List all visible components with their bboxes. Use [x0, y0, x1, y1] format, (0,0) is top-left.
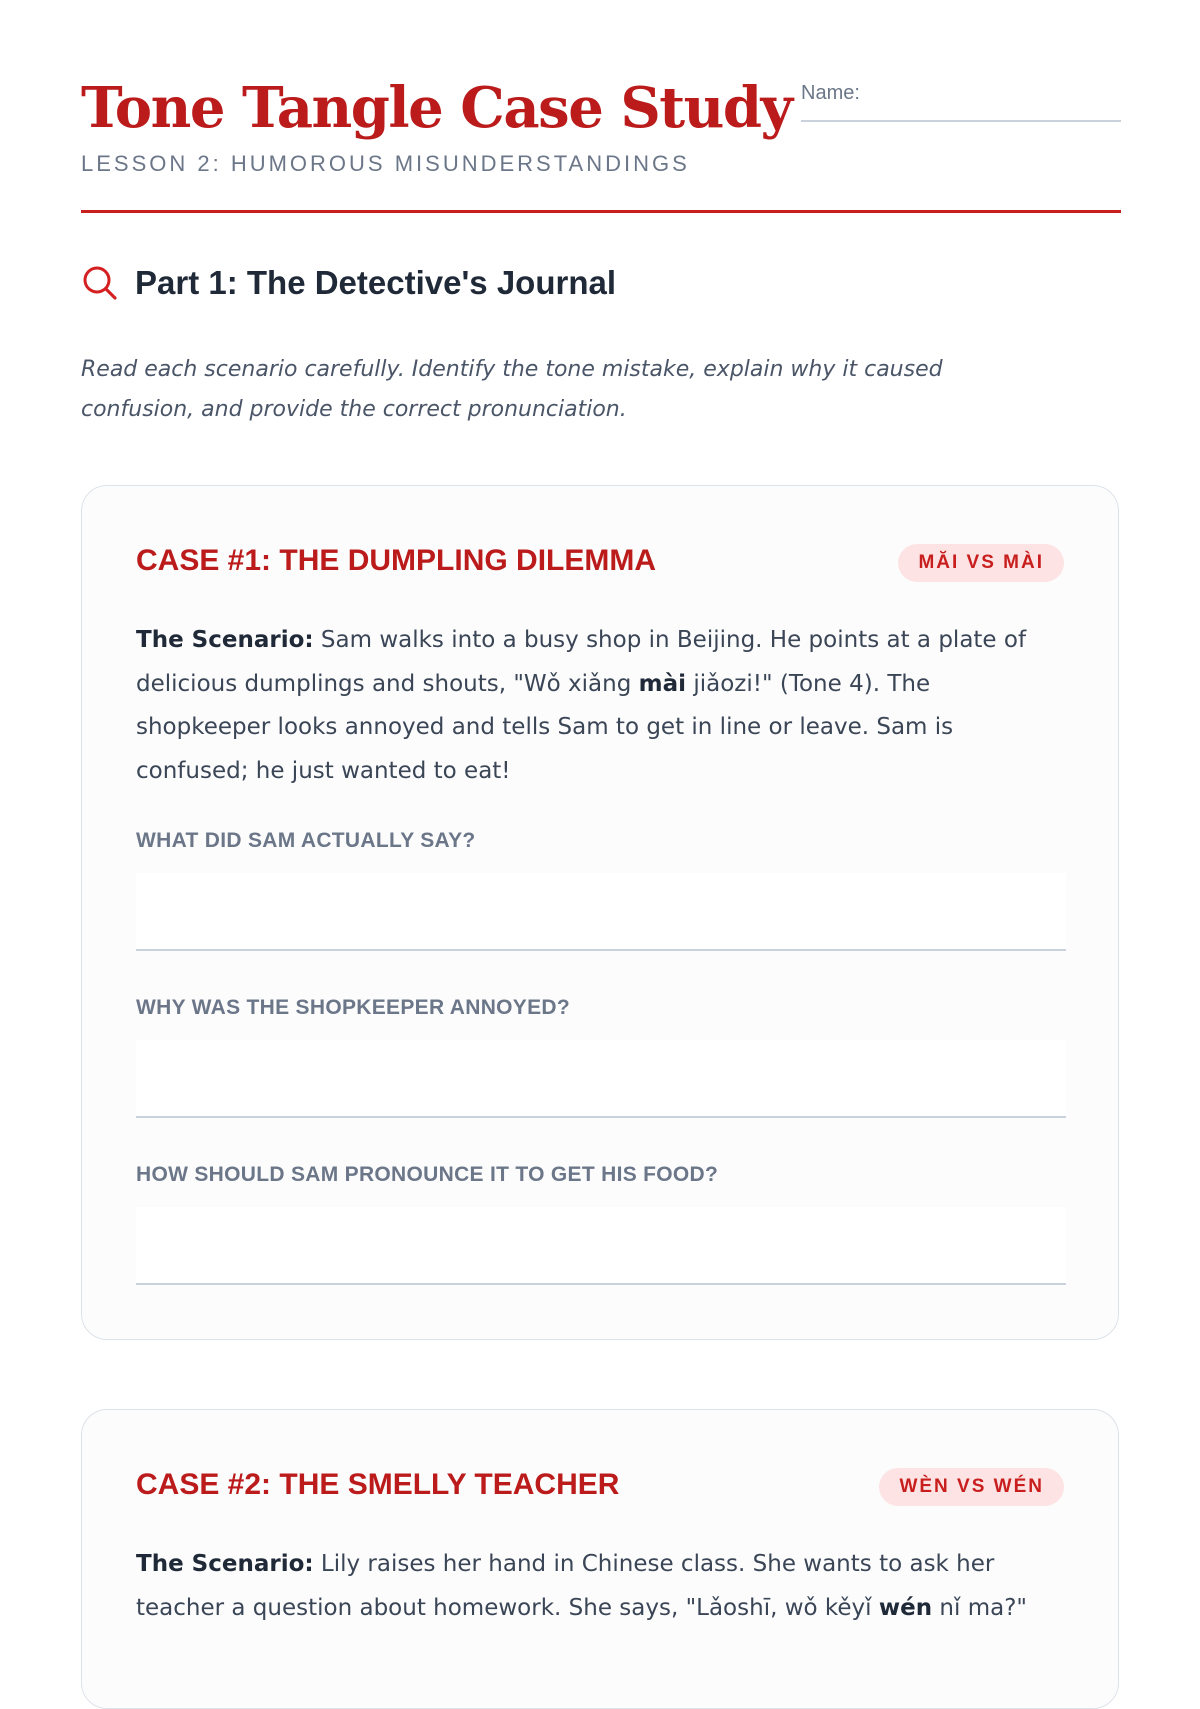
part-title: Part 1: The Detective's Journal	[135, 264, 617, 301]
tone-badge: MĂI VS MÀI	[898, 544, 1064, 582]
scenario-text-part: Lily raises her hand in Chinese class. She wants to ask her teacher a question about homework. She says, "Lǎoshī, wǒ kěyǐ	[136, 1551, 995, 1621]
scenario-text	[136, 619, 1066, 793]
worksheet-header	[81, 0, 1121, 213]
scenario-label: The Scenario:	[136, 627, 314, 653]
question-label: HOW SHOULD SAM PRONOUNCE IT TO GET HIS FOOD?	[136, 1163, 719, 1186]
scenario-text	[136, 1543, 1066, 1630]
scenario-text-part: nǐ ma?"	[932, 1594, 1027, 1621]
answer-field[interactable]	[136, 1207, 1066, 1285]
scenario-text-part: Sam walks into a busy shop in Beijing. He points at a plate of delicious dumplings and shouts, "Wǒ xiǎng	[136, 627, 1027, 697]
question-block	[136, 996, 1066, 1020]
case-card	[81, 1409, 1119, 1709]
question-block	[136, 1163, 1066, 1187]
name-field[interactable]	[801, 82, 1121, 122]
lesson-subtitle: LESSON 2: HUMOROUS MISUNDERSTANDINGS	[81, 151, 690, 176]
name-label: Name:	[801, 82, 860, 104]
part-heading	[81, 264, 616, 302]
scenario-text-part: jiǎozi!" (Tone 4). The shopkeeper looks annoyed and tells Sam to get in line or leave. Sam is confused; he just wanted to eat!	[136, 670, 954, 784]
scenario-label: The Scenario:	[136, 1551, 314, 1577]
search-icon	[81, 264, 119, 302]
case-title: CASE #2: THE SMELLY TEACHER	[136, 1468, 620, 1501]
answer-field[interactable]	[136, 873, 1066, 951]
instructions-text: Read each scenario carefully. Identify the tone mistake, explain why it caused confusion, and provide the correct pronunciation.	[81, 357, 943, 422]
case-title: CASE #1: THE DUMPLING DILEMMA	[136, 544, 657, 577]
question-block	[136, 829, 1066, 853]
scenario-key-word: wén	[878, 1594, 933, 1621]
worksheet-page	[81, 0, 1121, 1621]
page-title: Tone Tangle Case Study	[81, 75, 792, 141]
answer-field[interactable]	[136, 1040, 1066, 1118]
case-card	[81, 485, 1119, 1340]
question-label: WHAT DID SAM ACTUALLY SAY?	[136, 829, 476, 852]
tone-badge: WÈN VS WÉN	[879, 1468, 1064, 1506]
scenario-key-word: mài	[638, 670, 687, 697]
question-label: WHY WAS THE SHOPKEEPER ANNOYED?	[136, 996, 571, 1019]
